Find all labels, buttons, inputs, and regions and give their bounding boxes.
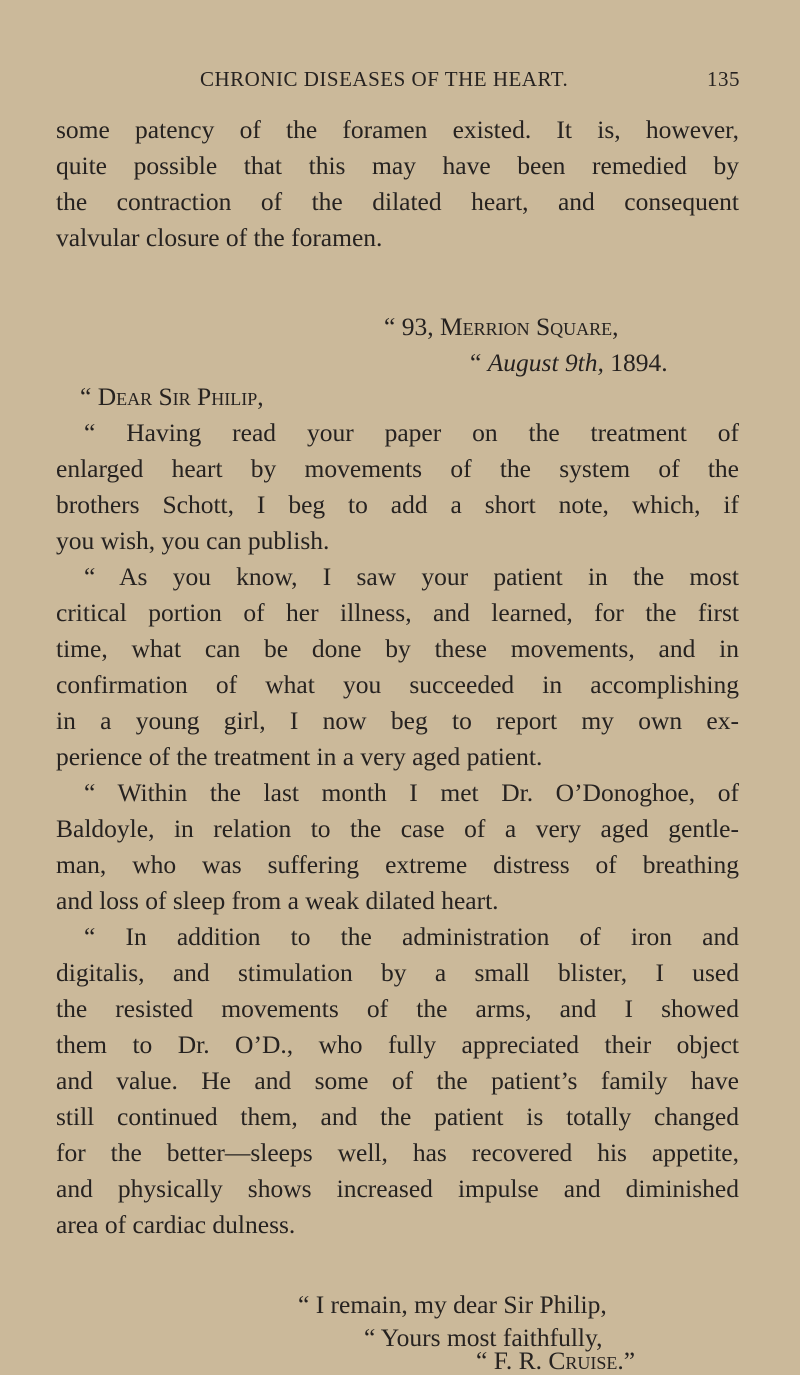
text-line: the resisted movements of the arms, and I showed [56,994,739,1023]
text-line: for the better—sleeps well, has recovered his appetite, [56,1138,739,1167]
text-line: and value. He and some of the patient’s family have [56,1066,739,1095]
closing-line: “ Yours most faithfully, [364,1323,603,1352]
text-line: “ Within the last month I met Dr. O’Donoghoe, of [84,778,739,807]
text-line: digitalis, and stimulation by a small blister, I used [56,958,739,987]
text-line: the contraction of the dilated heart, and consequent [56,187,739,216]
text-line: confirmation of what you succeeded in accomplishing [56,670,739,699]
text-line: quite possible that this may have been remedied by [56,151,739,180]
text-line: “ Having read your paper on the treatment of [84,418,739,447]
text-line: still continued them, and the patient is totally changed [56,1102,739,1131]
letter-address: “ 93, Merrion Square, [384,312,619,341]
date-quote: “ [470,348,488,377]
text-line: and physically shows increased impulse and diminished [56,1174,739,1203]
text-line: enlarged heart by movements of the system of the [56,454,739,483]
running-title: CHRONIC DISEASES OF THE HEART. [200,67,569,91]
text-line: critical portion of her illness, and learned, for the first [56,598,739,627]
text-line: area of cardiac dulness. [56,1210,296,1239]
text-line: some patency of the foramen existed. It is, however, [56,115,739,144]
text-line: and loss of sleep from a weak dilated heart. [56,886,499,915]
text-line: valvular closure of the foramen. [56,223,383,252]
signature: “ F. R. Cruise.” [476,1346,636,1375]
text-line: brothers Schott, I beg to add a short note, which, if [56,490,739,519]
text-line: you wish, you can publish. [56,526,330,555]
date-italic: August 9th, [487,348,604,377]
closing-line: “ I remain, my dear Sir Philip, [298,1290,607,1319]
text-line: them to Dr. O’D., who fully appreciated their object [56,1030,739,1059]
text-line: in a young girl, I now beg to report my own ex- [56,706,739,735]
text-line: perience of the treatment in a very aged patient. [56,742,543,771]
page-number: 135 [707,67,740,91]
date-year: 1894. [603,348,668,377]
letter-date [470,348,740,378]
text-line: man, who was suffering extreme distress of breathing [56,850,739,879]
text-line: “ In addition to the administration of iron and [84,922,739,951]
letter-salutation: “ Dear Sir Philip, [80,382,264,411]
text-line: “ As you know, I saw your patient in the most [84,562,739,591]
text-line: time, what can be done by these movements, and in [56,634,739,663]
text-line: Baldoyle, in relation to the case of a very aged gentle- [56,814,739,843]
